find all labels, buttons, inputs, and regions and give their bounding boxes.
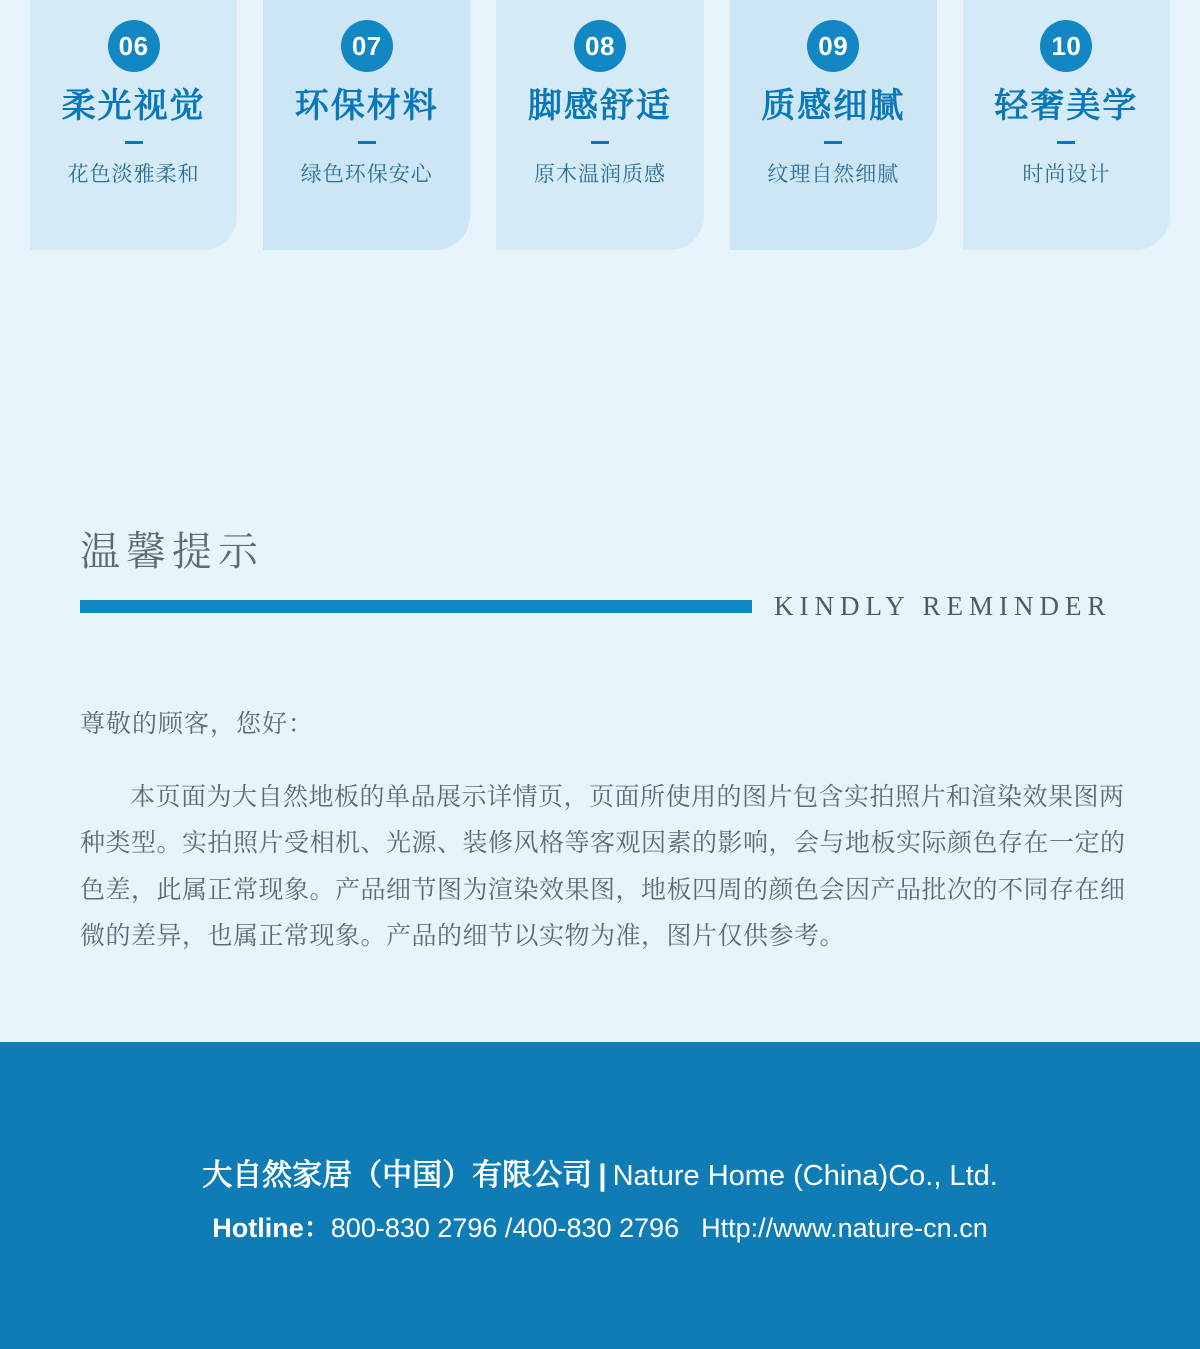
feature-number-badge: 06 <box>108 20 160 72</box>
divider-dash <box>125 141 143 144</box>
hotline-label: Hotline： <box>212 1213 331 1243</box>
feature-subtitle: 纹理自然细腻 <box>767 163 900 187</box>
feature-title: 质感细腻 <box>761 87 906 125</box>
feature-card-07 <box>263 0 470 250</box>
feature-number-badge: 10 <box>1040 20 1092 72</box>
feature-title: 柔光视觉 <box>61 87 206 125</box>
section-title-rule <box>80 591 1140 622</box>
reminder-body-text: 本页面为大自然地板的单品展示详情页，页面所使用的图片包含实拍照片和渲染效果图两种类型。实拍照片受相机、光源、装修风格等客观因素的影响，会与地板实际颜色存在一定的色差，此属正常现象。产品细节图为渲染效果图，地板四周的颜色会因产品批次的不同存在细微的差异，也属正常现象。产品的细节以实物为准，图片仅供参考。 <box>80 783 1126 950</box>
feature-subtitle: 时尚设计 <box>1022 163 1111 187</box>
company-name-cn: 大自然家居（中国）有限公司 <box>202 1159 593 1192</box>
feature-number-badge: 08 <box>574 20 626 72</box>
divider-dash <box>824 141 842 144</box>
feature-card-08 <box>496 0 703 250</box>
feature-number-badge: 07 <box>341 20 393 72</box>
divider-dash <box>591 141 609 144</box>
feature-card-10 <box>963 0 1170 250</box>
feature-card-list <box>0 0 1200 250</box>
company-name-en: Nature Home (China)Co., Ltd. <box>612 1160 998 1192</box>
feature-subtitle: 原木温润质感 <box>534 163 666 187</box>
footer-company-line <box>0 1150 1200 1194</box>
feature-title: 轻奢美学 <box>994 87 1139 125</box>
website-link[interactable]: Http://www.nature-cn.cn <box>701 1213 988 1243</box>
feature-card-09 <box>730 0 937 250</box>
footer-contact-line <box>0 1206 1200 1245</box>
feature-subtitle: 绿色环保安心 <box>300 163 433 187</box>
reminder-greeting: 尊敬的顾客，您好： <box>80 710 315 738</box>
hotline-value: 800-830 2796 /400-830 2796 <box>330 1213 680 1243</box>
feature-card-06 <box>30 0 237 250</box>
feature-title: 环保材料 <box>294 87 439 125</box>
divider-dash <box>358 141 376 144</box>
feature-title: 脚感舒适 <box>528 87 672 125</box>
divider-dash <box>1057 141 1075 144</box>
feature-number-badge: 09 <box>807 20 859 72</box>
kindly-reminder-section <box>80 520 1140 959</box>
feature-subtitle: 花色淡雅柔和 <box>67 163 200 187</box>
company-separator: | <box>598 1159 607 1192</box>
section-title-en: KINDLY REMINDER <box>774 591 1112 621</box>
page-footer <box>0 1042 1200 1349</box>
section-title: 温馨提示 <box>80 530 264 574</box>
title-bar <box>80 600 752 613</box>
